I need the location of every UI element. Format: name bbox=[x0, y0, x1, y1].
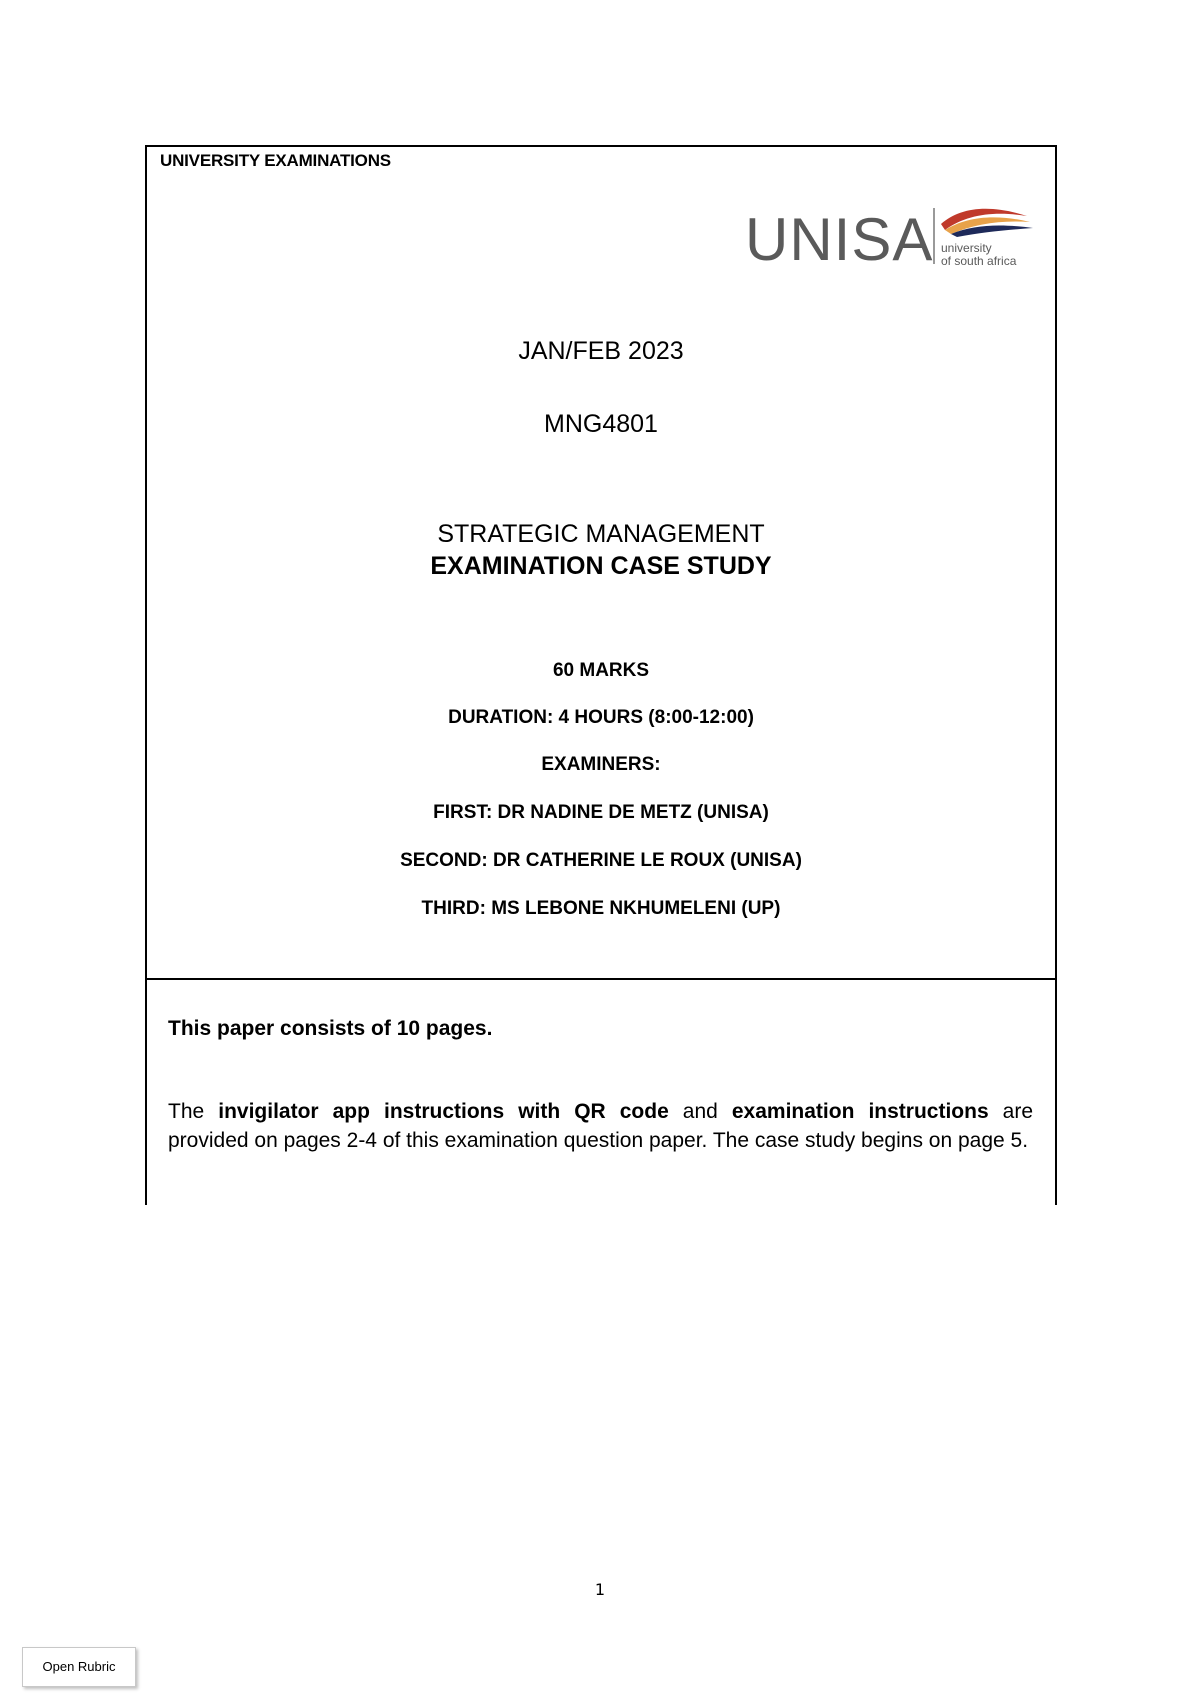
first-examiner: FIRST: DR NADINE DE METZ (UNISA) bbox=[433, 802, 769, 823]
logo-tagline-1: university bbox=[941, 241, 992, 255]
instructions-text-1: The bbox=[168, 1100, 219, 1123]
logo-tagline-2: of south africa bbox=[941, 254, 1017, 268]
second-examiner: SECOND: DR CATHERINE LE ROUX (UNISA) bbox=[400, 850, 802, 871]
instructions-text-2: and bbox=[668, 1100, 732, 1123]
cover-box bbox=[145, 145, 1057, 980]
instructions-paragraph bbox=[168, 1097, 1033, 1155]
page-number: 1 bbox=[594, 1580, 606, 1599]
page-count-note: This paper consists of 10 pages. bbox=[168, 1017, 493, 1040]
exam-duration: DURATION: 4 HOURS (8:00-12:00) bbox=[448, 707, 754, 728]
third-examiner: THIRD: MS LEBONE NKHUMELENI (UP) bbox=[421, 898, 781, 919]
logo-wordmark: UNISA bbox=[745, 206, 934, 272]
instructions-bold-2: examination instructions bbox=[731, 1100, 989, 1123]
open-rubric-button[interactable]: Open Rubric bbox=[22, 1647, 136, 1687]
examiners-heading: EXAMINERS: bbox=[541, 754, 661, 775]
exam-title-line2: EXAMINATION CASE STUDY bbox=[430, 552, 772, 580]
unisa-logo bbox=[745, 202, 1045, 272]
exam-title-line1: STRATEGIC MANAGEMENT bbox=[437, 520, 765, 548]
exam-session: JAN/FEB 2023 bbox=[518, 337, 684, 365]
instructions-text-3: are provided on pages 2-4 of this examination question paper. The case study begins on page 5. bbox=[168, 1100, 1034, 1152]
header-label: UNIVERSITY EXAMINATIONS bbox=[160, 151, 391, 170]
instructions-bold-1: invigilator app instructions with QR code bbox=[218, 1100, 669, 1123]
notes-box bbox=[145, 979, 1057, 1205]
total-marks: 60 MARKS bbox=[552, 660, 650, 681]
module-code: MNG4801 bbox=[544, 410, 658, 438]
